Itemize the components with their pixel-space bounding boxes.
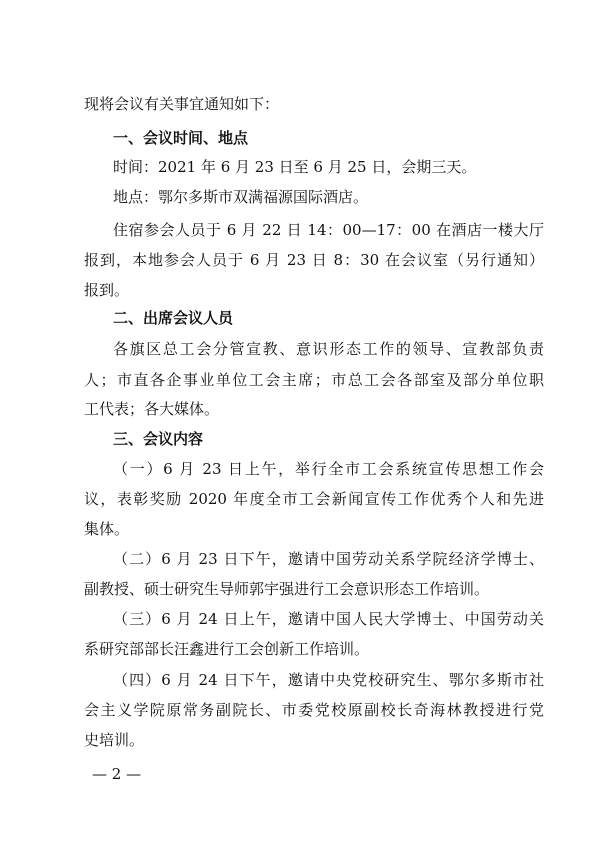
attendees-line-3: 工代表；各大媒体。: [84, 400, 220, 418]
page-number: — 2 —: [92, 765, 142, 783]
agenda-item-4-line-3: 史培训。: [84, 731, 145, 749]
intro-line: 现将会议有关事宜通知如下：: [84, 95, 280, 113]
section-3-heading: 三、会议内容: [113, 430, 204, 448]
agenda-item-2-line-2: 副教授、硕士研究生导师郭宇强进行工会意识形态工作培训。: [84, 580, 490, 598]
registration-line-2: 报到，本地参会人员于 6 月 23 日 8：30 在会议室（另行通知）: [84, 251, 544, 269]
agenda-item-4-line-1: （四）6 月 24 日下午，邀请中央党校研究生、鄂尔多斯市社: [113, 671, 544, 689]
section-2-heading: 二、出席会议人员: [113, 309, 234, 327]
agenda-item-1-line-2: 议，表彰奖励 2020 年度全市工会新闻宣传工作优秀个人和先进: [84, 490, 544, 508]
agenda-item-2-line-1: （二）6 月 23 日下午，邀请中国劳动关系学院经济学博士、: [113, 550, 544, 568]
registration-line-1: 住宿参会人员于 6 月 22 日 14：00—17：00 在酒店一楼大厅: [113, 221, 544, 239]
meeting-location-line: 地点：鄂尔多斯市双满福源国际酒店。: [113, 188, 369, 206]
attendees-line-2: 人；市直各企事业单位工会主席；市总工会各部室及部分单位职: [84, 371, 544, 389]
agenda-item-1-line-1: （一）6 月 23 日上午，举行全市工会系统宣传思想工作会: [113, 460, 544, 478]
agenda-item-4-line-2: 会主义学院原常务副院长、市委党校原副校长奇海林教授进行党: [84, 701, 544, 719]
meeting-time-line: 时间：2021 年 6 月 23 日至 6 月 25 日，会期三天。: [113, 158, 477, 176]
attendees-line-1: 各旗区总工会分管宣教、意识形态工作的领导、宣教部负责: [113, 340, 544, 358]
agenda-item-3-line-1: （三）6 月 24 日上午，邀请中国人民大学博士、中国劳动关: [113, 610, 544, 628]
agenda-item-3-line-2: 系研究部部长汪鑫进行工会创新工作培训。: [84, 640, 370, 658]
section-1-heading: 一、会议时间、地点: [113, 129, 249, 147]
registration-line-3: 报到。: [84, 281, 130, 299]
agenda-item-1-line-3: 集体。: [84, 520, 130, 538]
